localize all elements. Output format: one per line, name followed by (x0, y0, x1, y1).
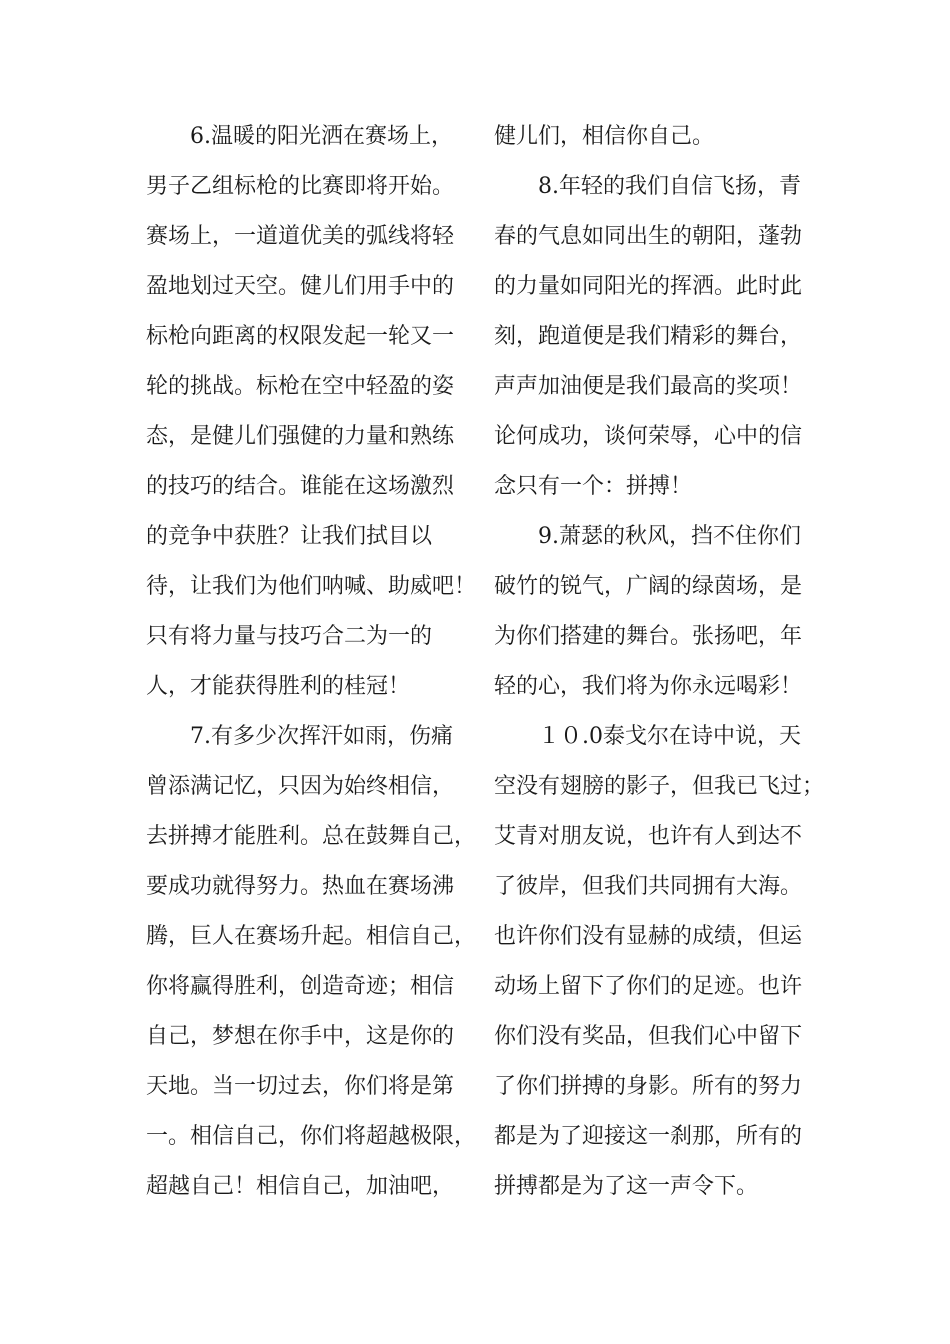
paragraph-6-line: 人，才能获得胜利的桂冠！ (146, 674, 411, 699)
paragraph-7-line: 天地。当一切过去，你们将是第 (146, 1074, 455, 1099)
paragraph-9-line: 为你们搭建的舞台。张扬吧，年 (494, 624, 803, 649)
paragraph-8-line: 春的气息如同出生的朝阳，蓬勃 (494, 224, 803, 249)
paragraph-10-line: １０.0泰戈尔在诗中说，天 (538, 724, 801, 749)
paragraph-10-line: 艾青对朋友说，也许有人到达不 (494, 824, 803, 849)
paragraph-6-line: 轮的挑战。标枪在空中轻盈的姿 (146, 374, 455, 399)
paragraph-10-line: 动场上留下了你们的足迹。也许 (494, 974, 803, 999)
paragraph-10-line: 你们没有奖品，但我们心中留下 (494, 1024, 803, 1049)
left-column (146, 112, 477, 1212)
paragraph-6-line: 盈地划过天空。健儿们用手中的 (146, 274, 455, 299)
paragraph-10-line: 都是为了迎接这一刹那，所有的 (494, 1124, 803, 1149)
paragraph-7-line: 曾添满记忆，只因为始终相信， (146, 774, 455, 799)
paragraph-7-line: 7.有多少次挥汗如雨，伤痛 (190, 724, 453, 749)
paragraph-6-line: 6.温暖的阳光洒在赛场上， (190, 124, 453, 149)
paragraph-6-line: 的竞争中获胜？让我们拭目以 (146, 524, 433, 549)
paragraph-7-line: 自己，梦想在你手中，这是你的 (146, 1024, 455, 1049)
paragraph-7-line: 你将赢得胜利，创造奇迹；相信 (146, 974, 455, 999)
paragraph-7-line: 健儿们，相信你自己。 (494, 124, 715, 149)
paragraph-7-line: 超越自己！相信自己，加油吧， (146, 1174, 455, 1199)
paragraph-10-line: 也许你们没有显赫的成绩，但运 (494, 924, 803, 949)
paragraph-9-line: 破竹的锐气，广阔的绿茵场，是 (494, 574, 803, 599)
paragraph-10-line: 空没有翅膀的影子，但我已飞过； (494, 774, 825, 799)
paragraph-10-line: 了彼岸，但我们共同拥有大海。 (494, 874, 803, 899)
paragraph-9-line: 轻的心，我们将为你永远喝彩！ (494, 674, 803, 699)
paragraph-6-line: 的技巧的结合。谁能在这场激烈 (146, 474, 455, 499)
paragraph-6-line: 赛场上，一道道优美的弧线将轻 (146, 224, 455, 249)
right-column (494, 112, 825, 1212)
paragraph-6-line: 态，是健儿们强健的力量和熟练 (146, 424, 455, 449)
paragraph-8-line: 论何成功，谈何荣辱，心中的信 (494, 424, 803, 449)
paragraph-6-line: 标枪向距离的权限发起一轮又一 (146, 324, 455, 349)
paragraph-8-line: 念只有一个：拼搏！ (494, 474, 693, 499)
paragraph-6-line: 只有将力量与技巧合二为一的 (146, 624, 433, 649)
paragraph-9-line: 9.萧瑟的秋风，挡不住你们 (538, 524, 801, 549)
paragraph-8-line: 8.年轻的我们自信飞扬，青 (538, 174, 801, 199)
paragraph-6-line: 男子乙组标枪的比赛即将开始。 (146, 174, 455, 199)
paragraph-8-line: 刻，跑道便是我们精彩的舞台， (494, 324, 803, 349)
paragraph-10-line: 了你们拼搏的身影。所有的努力 (494, 1074, 803, 1099)
paragraph-7-line: 腾，巨人在赛场升起。相信自己， (146, 924, 477, 949)
paragraph-7-line: 一。相信自己，你们将超越极限， (146, 1124, 477, 1149)
paragraph-8-line: 的力量如同阳光的挥洒。此时此 (494, 274, 803, 299)
paragraph-7-line: 去拼搏才能胜利。总在鼓舞自己， (146, 824, 477, 849)
paragraph-8-line: 声声加油便是我们最高的奖项！ (494, 374, 803, 399)
paragraph-10-line: 拼搏都是为了这一声令下。 (494, 1174, 759, 1199)
paragraph-7-line: 要成功就得努力。热血在赛场沸 (146, 874, 455, 899)
paragraph-6-line: 待，让我们为他们呐喊、助威吧！ (146, 574, 477, 599)
